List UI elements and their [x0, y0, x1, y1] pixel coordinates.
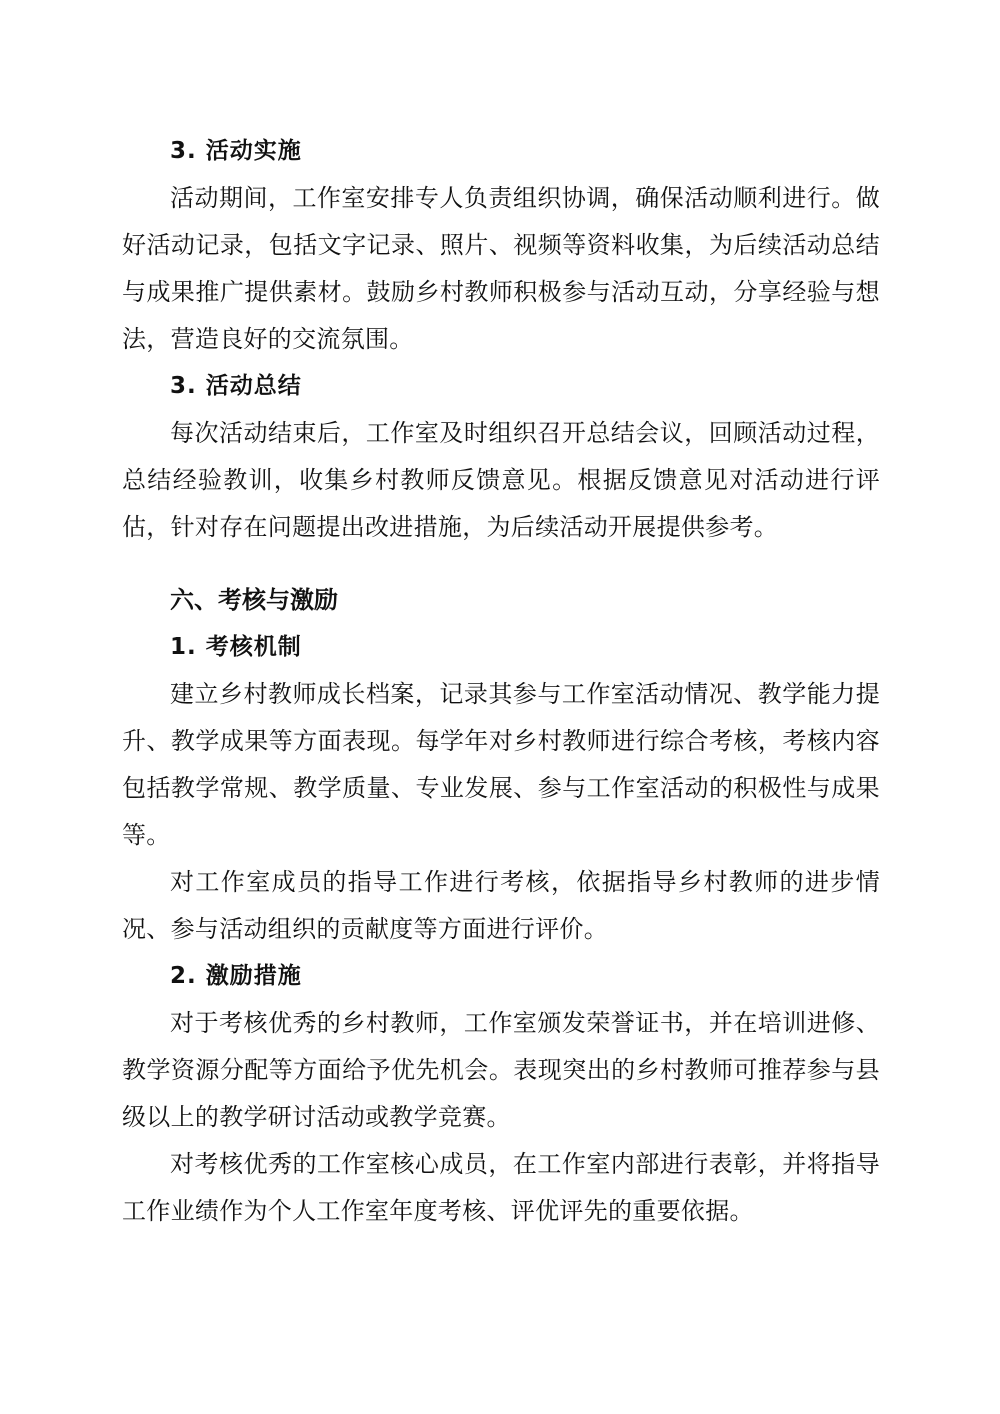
- section-title-assessment-incentive: 六、考核与激励: [170, 586, 338, 614]
- paragraph-incentive-1: 对于考核优秀的乡村教师，工作室颁发荣誉证书，并在培训进修、教学资源分配等方面给予优先机会。表现突出的乡村教师可推荐参与县级以上的教学研讨活动或教学竞赛。: [122, 1009, 880, 1131]
- heading-activity-implementation: 3. 活动实施: [170, 138, 302, 164]
- paragraph-assessment-1: 建立乡村教师成长档案，记录其参与工作室活动情况、教学能力提升、教学成果等方面表现。每学年对乡村教师进行综合考核，考核内容包括教学常规、教学质量、专业发展、参与工作室活动的积极性与成果等。: [122, 680, 880, 849]
- paragraph-assessment-2: 对工作室成员的指导工作进行考核，依据指导乡村教师的进步情况、参与活动组织的贡献度等方面进行评价。: [122, 868, 880, 943]
- document-body: [122, 128, 880, 1235]
- heading-activity-summary: 3. 活动总结: [170, 373, 302, 399]
- paragraph-incentive-2: 对考核优秀的工作室核心成员，在工作室内部进行表彰，并将指导工作业绩作为个人工作室年度考核、评优评先的重要依据。: [122, 1150, 880, 1225]
- heading-assessment-mechanism: 1. 考核机制: [170, 634, 302, 660]
- heading-incentive-measures: 2. 激励措施: [170, 963, 302, 989]
- paragraph-activity-summary: 每次活动结束后，工作室及时组织召开总结会议，回顾活动过程，总结经验教训，收集乡村教师反馈意见。根据反馈意见对活动进行评估，针对存在问题提出改进措施，为后续活动开展提供参考。: [122, 419, 880, 541]
- paragraph-activity-implementation: 活动期间，工作室安排专人负责组织协调，确保活动顺利进行。做好活动记录，包括文字记录、照片、视频等资料收集，为后续活动总结与成果推广提供素材。鼓励乡村教师积极参与活动互动，分享经验与想法，营造良好的交流氛围。: [122, 184, 880, 353]
- section-spacer: [122, 551, 880, 577]
